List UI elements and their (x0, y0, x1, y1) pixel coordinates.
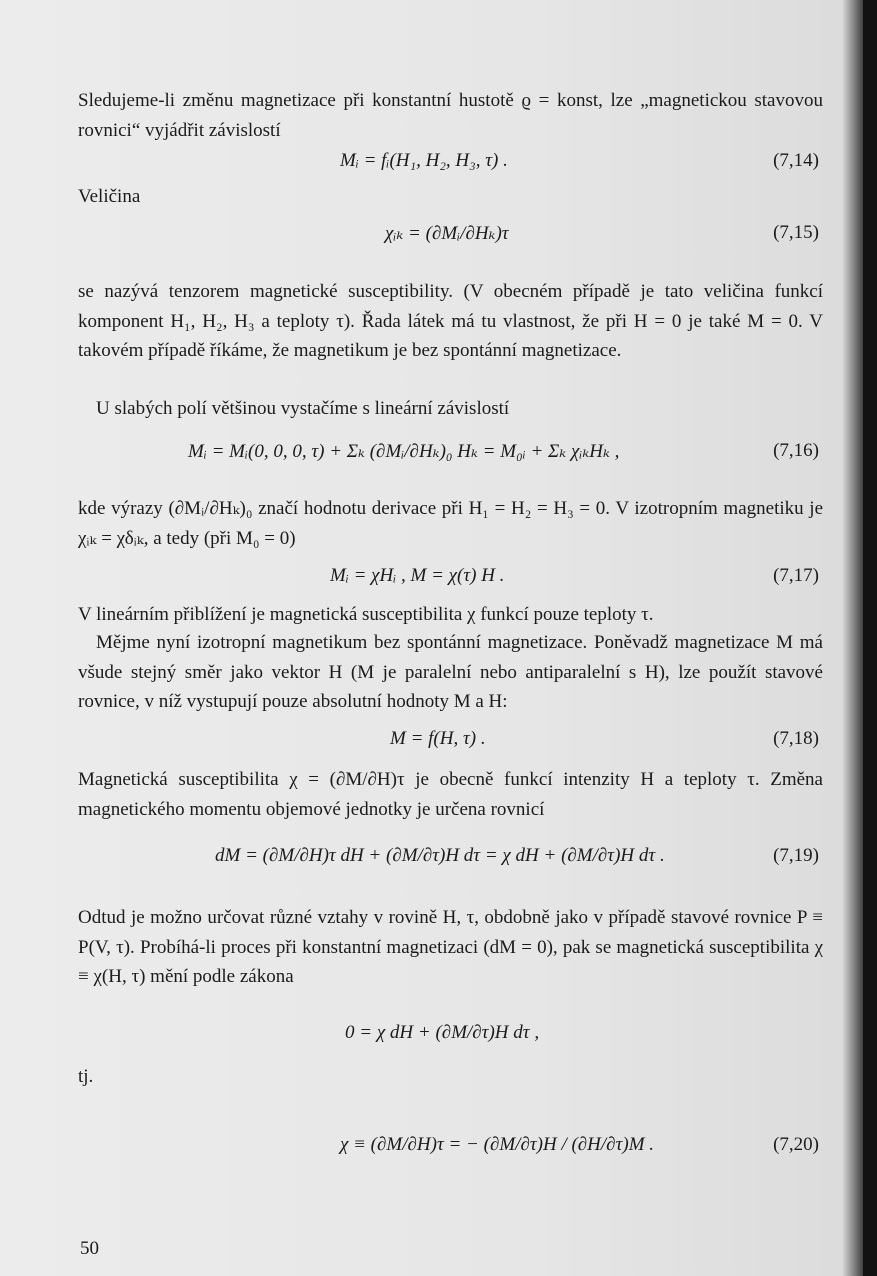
equation-label-7-17: (7,17) (773, 565, 819, 586)
equation-7-20: χ ≡ (∂M/∂H)τ = − (∂M/∂τ)H / (∂H/∂τ)M . (340, 1134, 655, 1155)
equation-label-7-20: (7,20) (773, 1134, 819, 1155)
page-number: 50 (80, 1238, 99, 1259)
equation-label-7-14: (7,14) (773, 150, 819, 171)
paragraph-susceptibility: Magnetická susceptibilita χ = (∂M/∂H)τ je obecně funkcí intenzity H a teploty τ. Změna magnetického momentu objemové jednotky je určena rovnicí (78, 769, 823, 820)
paragraph-derivative: kde výrazy (∂Mᵢ/∂Hₖ)₀ značí hodnotu derivace při H₁ = H₂ = H₃ = 0. V izotropním magnetiku je χᵢₖ = χδᵢₖ, a tedy (při M₀ = 0) (78, 498, 823, 549)
paragraph-tensor: se nazývá tenzorem magnetické susceptibility. (V obecném případě je tato veličina funkcí komponent H₁, H₂, H₃ a teploty τ). Řada látek má tu vlastnost, že při H = 0 je také M = 0. V takovém případě říkáme, že magnetikum je bez spontánní magnetizace. (78, 281, 823, 361)
word-tj: tj. (78, 1066, 94, 1087)
equation-7-19: dM = (∂M/∂H)τ dH + (∂M/∂τ)H dτ = χ dH + (∂M/∂τ)H dτ . (215, 845, 665, 866)
paragraph-intro: Sledujeme-li změnu magnetizace při konstantní hustotě ϱ = konst, lze „magnetickou stavovou rovnici“ vyjádřit závislostí (78, 90, 823, 141)
equation-label-7-15: (7,15) (773, 222, 819, 243)
equation-7-18: M = f(H, τ) . (390, 728, 486, 749)
equation-label-7-18: (7,18) (773, 728, 819, 749)
word-velicina: Veličina (78, 186, 141, 207)
equation-label-7-19: (7,19) (773, 845, 819, 866)
equation-7-14: Mᵢ = fᵢ(H₁, H₂, H₃, τ) . (340, 150, 508, 171)
paragraph-relations: Odtud je možno určovat různé vztahy v rovině H, τ, obdobně jako v případě stavové rovnice P ≡ P(V, τ). Probíhá-li proces při konstantní magnetizaci (dM = 0), pak se magnetická susceptibilita χ ≡ χ(H, τ) mění podle zákona (78, 907, 823, 987)
equation-label-7-16: (7,16) (773, 440, 819, 461)
page-edge-shadow (863, 0, 877, 1276)
paragraph-weak-fields: U slabých polí většinou vystačíme s lineární závislostí (96, 398, 510, 419)
paragraph-isotropic: Mějme nyní izotropní magnetikum bez spontánní magnetizace. Poněvadž magnetizace M má všude stejný směr jako vektor H (M je paralelní nebo antiparalelní s H), lze použít stavové rovnice, v níž vystupují pouze absolutní hodnoty M a H: (78, 632, 823, 712)
equation-7-16: Mᵢ = Mᵢ(0, 0, 0, τ) + Σₖ (∂Mᵢ/∂Hₖ)₀ Hₖ = M₀ᵢ + Σₖ χᵢₖHₖ , (188, 441, 620, 462)
equation-unlabeled: 0 = χ dH + (∂M/∂τ)H dτ , (345, 1022, 540, 1043)
equation-7-17: Mᵢ = χHᵢ , M = χ(τ) H . (330, 565, 505, 586)
equation-7-15: χᵢₖ = (∂Mᵢ/∂Hₖ)τ (385, 223, 509, 244)
paragraph-linear-approx: V lineárním přiblížení je magnetická susceptibilita χ funkcí pouze teploty τ. (78, 604, 654, 625)
